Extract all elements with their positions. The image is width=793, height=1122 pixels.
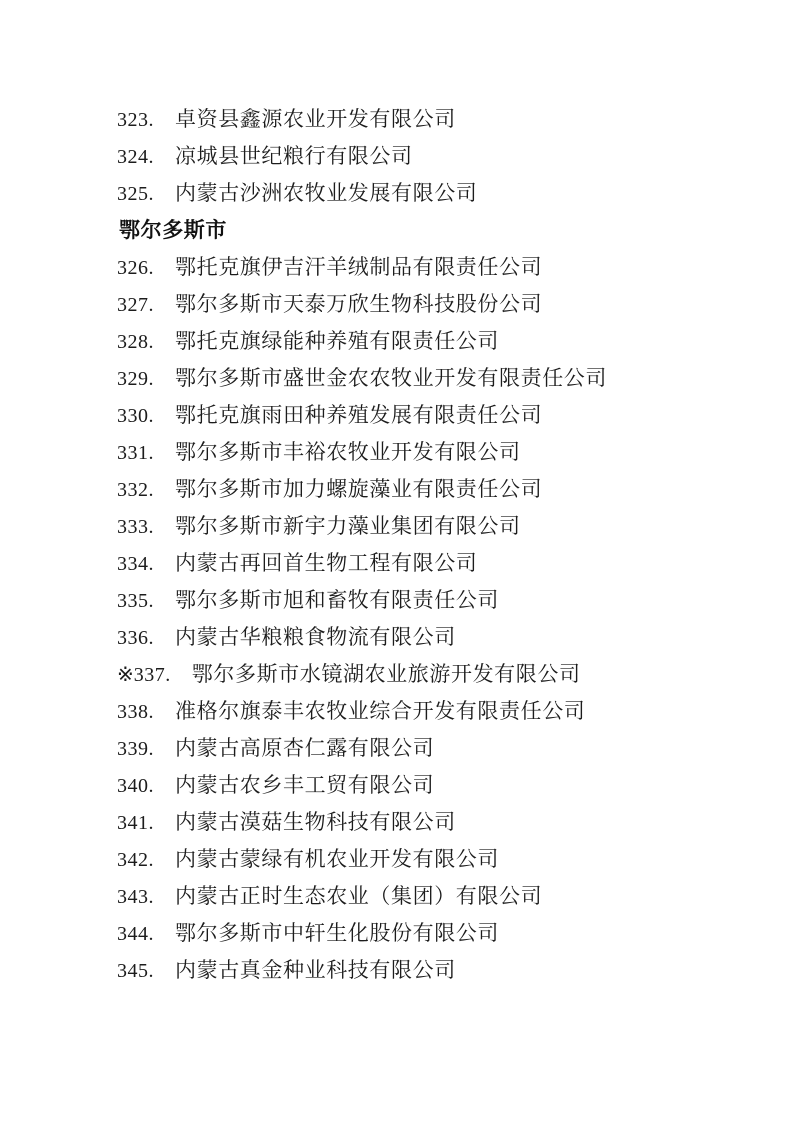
entry-company-name: 鄂尔多斯市旭和畜牧有限责任公司 [175,588,499,612]
list-entry [117,730,763,767]
entry-company-name: 鄂尔多斯市丰裕农牧业开发有限公司 [175,440,521,464]
entry-number: 341. [117,812,154,834]
list-entry [117,656,763,693]
entry-number: 325. [117,183,154,205]
entry-company-name: 鄂尔多斯市中轩生化股份有限公司 [175,921,499,945]
list-entry [117,508,763,545]
entry-company-name: 内蒙古高原杏仁露有限公司 [175,736,435,760]
entry-company-name: 内蒙古再回首生物工程有限公司 [175,551,478,575]
entry-number: 344. [117,923,154,945]
list-entry [117,175,763,212]
entry-company-name: 鄂尔多斯市加力螺旋藻业有限责任公司 [175,477,543,501]
entry-company-name: 内蒙古农乡丰工贸有限公司 [175,773,435,797]
entry-company-name: 内蒙古蒙绿有机农业开发有限公司 [175,847,499,871]
entry-number: 339. [117,738,154,760]
entry-number: 338. [117,701,154,723]
company-list [117,101,763,989]
list-entry [117,249,763,286]
entry-number: 327. [117,294,154,316]
entry-number: 331. [117,442,154,464]
entry-marker: ※ [117,664,134,686]
entry-number: 334. [117,553,154,575]
entry-company-name: 内蒙古漠菇生物科技有限公司 [175,810,456,834]
entry-number: 330. [117,405,154,427]
list-entry [117,138,763,175]
entry-company-name: 鄂尔多斯市盛世金农农牧业开发有限责任公司 [175,366,607,390]
list-entry [117,619,763,656]
entry-number: 342. [117,849,154,871]
list-entry [117,101,763,138]
section-header [119,212,763,249]
list-entry [117,434,763,471]
list-entry [117,582,763,619]
entry-company-name: 内蒙古沙洲农牧业发展有限公司 [175,181,478,205]
entry-number: 323. [117,109,154,131]
entry-company-name: 鄂尔多斯市天泰万欣生物科技股份公司 [175,292,543,316]
entry-company-name: 鄂托克旗伊吉汗羊绒制品有限责任公司 [175,255,543,279]
entry-company-name: 内蒙古华粮粮食物流有限公司 [175,625,456,649]
list-entry [117,952,763,989]
entry-company-name: 鄂托克旗绿能种养殖有限责任公司 [175,329,499,353]
entry-number: 335. [117,590,154,612]
entry-number: 324. [117,146,154,168]
list-entry [117,804,763,841]
entry-number: 343. [117,886,154,908]
entry-company-name: 凉城县世纪粮行有限公司 [175,144,413,168]
entry-number: 337. [133,664,171,686]
entry-company-name: 鄂尔多斯市新宇力藻业集团有限公司 [175,514,521,538]
entry-number: 336. [117,627,154,649]
list-entry [117,545,763,582]
entry-number: 332. [117,479,154,501]
entry-number: 326. [117,257,154,279]
list-entry [117,323,763,360]
entry-company-name: 准格尔旗泰丰农牧业综合开发有限责任公司 [175,699,586,723]
entry-company-name: 内蒙古真金种业科技有限公司 [175,958,456,982]
list-entry [117,693,763,730]
entry-number: 340. [117,775,154,797]
list-entry [117,286,763,323]
entry-company-name: 鄂托克旗雨田种养殖发展有限责任公司 [175,403,543,427]
entry-company-name: 鄂尔多斯市水镜湖农业旅游开发有限公司 [191,662,581,686]
list-entry [117,915,763,952]
list-entry [117,841,763,878]
list-entry [117,360,763,397]
entry-number: 328. [117,331,154,353]
list-entry [117,397,763,434]
entry-number: 345. [117,960,154,982]
list-entry [117,878,763,915]
entry-company-name: 内蒙古正时生态农业（集团）有限公司 [175,884,543,908]
entry-number: 329. [117,368,154,390]
entry-company-name: 卓资县鑫源农业开发有限公司 [175,107,456,131]
entry-number: 333. [117,516,154,538]
list-entry [117,767,763,804]
section-header-label: 鄂尔多斯市 [119,219,227,242]
list-entry [117,471,763,508]
